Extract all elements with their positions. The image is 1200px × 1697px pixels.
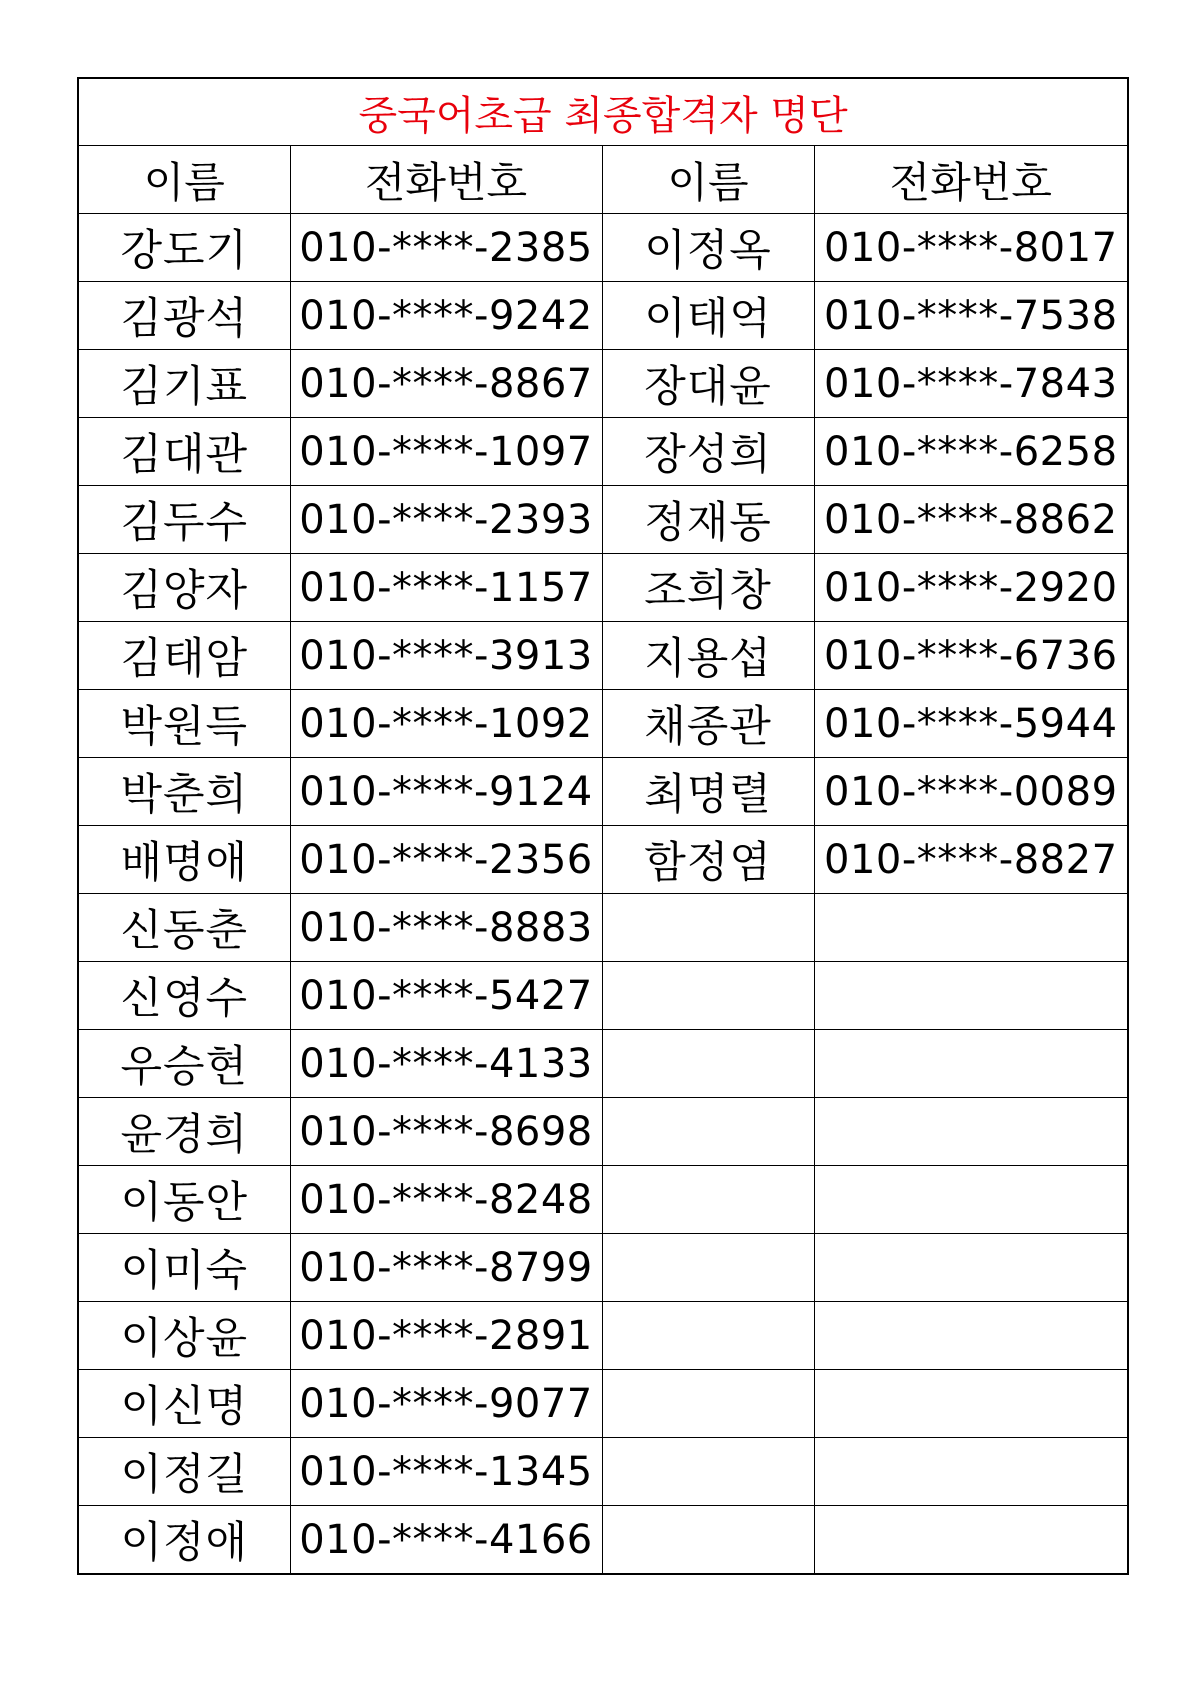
left-name-cell: 김양자 (78, 554, 290, 622)
left-name-cell: 신동춘 (78, 894, 290, 962)
header-row (78, 146, 1128, 214)
empty-cell (814, 1234, 1128, 1302)
table-row (78, 826, 1128, 894)
left-phone-cell: 010-****-2385 (290, 214, 602, 282)
table-row (78, 1098, 1128, 1166)
empty-cell (602, 1166, 814, 1234)
empty-cell (814, 1370, 1128, 1438)
table-row (78, 282, 1128, 350)
header-phone-left: 전화번호 (290, 146, 602, 214)
passer-list-table (77, 77, 1129, 1575)
empty-cell (814, 1438, 1128, 1506)
left-phone-cell: 010-****-8883 (290, 894, 602, 962)
table-row (78, 1370, 1128, 1438)
left-name-cell: 김광석 (78, 282, 290, 350)
right-name-cell: 지용섭 (602, 622, 814, 690)
left-phone-cell: 010-****-9242 (290, 282, 602, 350)
right-phone-cell: 010-****-5944 (814, 690, 1128, 758)
right-phone-cell: 010-****-8827 (814, 826, 1128, 894)
empty-cell (814, 1302, 1128, 1370)
left-phone-cell: 010-****-1345 (290, 1438, 602, 1506)
left-name-cell: 이정길 (78, 1438, 290, 1506)
left-phone-cell: 010-****-1092 (290, 690, 602, 758)
left-name-cell: 우승현 (78, 1030, 290, 1098)
right-name-cell: 이정옥 (602, 214, 814, 282)
empty-cell (602, 1438, 814, 1506)
right-phone-cell: 010-****-0089 (814, 758, 1128, 826)
right-name-cell: 조희창 (602, 554, 814, 622)
table-row (78, 1166, 1128, 1234)
title-row (78, 78, 1128, 146)
table-row (78, 1438, 1128, 1506)
left-name-cell: 김두수 (78, 486, 290, 554)
header-phone-right: 전화번호 (814, 146, 1128, 214)
empty-cell (814, 894, 1128, 962)
empty-cell (602, 962, 814, 1030)
table-row (78, 1234, 1128, 1302)
left-phone-cell: 010-****-2393 (290, 486, 602, 554)
left-phone-cell: 010-****-9077 (290, 1370, 602, 1438)
left-name-cell: 박원득 (78, 690, 290, 758)
left-name-cell: 이신명 (78, 1370, 290, 1438)
empty-cell (602, 1506, 814, 1575)
right-phone-cell: 010-****-8862 (814, 486, 1128, 554)
right-phone-cell: 010-****-6736 (814, 622, 1128, 690)
table-body (78, 78, 1128, 1574)
left-name-cell: 배명애 (78, 826, 290, 894)
left-phone-cell: 010-****-4166 (290, 1506, 602, 1575)
right-name-cell: 정재동 (602, 486, 814, 554)
table-row (78, 214, 1128, 282)
left-phone-cell: 010-****-9124 (290, 758, 602, 826)
empty-cell (814, 1098, 1128, 1166)
left-phone-cell: 010-****-2891 (290, 1302, 602, 1370)
header-name-right: 이름 (602, 146, 814, 214)
right-name-cell: 장대윤 (602, 350, 814, 418)
left-phone-cell: 010-****-8799 (290, 1234, 602, 1302)
right-phone-cell: 010-****-7843 (814, 350, 1128, 418)
left-name-cell: 이동안 (78, 1166, 290, 1234)
left-name-cell: 박춘희 (78, 758, 290, 826)
right-phone-cell: 010-****-7538 (814, 282, 1128, 350)
left-name-cell: 김기표 (78, 350, 290, 418)
empty-cell (602, 894, 814, 962)
table-row (78, 962, 1128, 1030)
empty-cell (814, 1030, 1128, 1098)
right-name-cell: 장성희 (602, 418, 814, 486)
empty-cell (602, 1302, 814, 1370)
left-name-cell: 이미숙 (78, 1234, 290, 1302)
right-name-cell: 최명렬 (602, 758, 814, 826)
left-phone-cell: 010-****-1157 (290, 554, 602, 622)
table-row (78, 1302, 1128, 1370)
left-phone-cell: 010-****-8867 (290, 350, 602, 418)
left-phone-cell: 010-****-8698 (290, 1098, 602, 1166)
table-row (78, 418, 1128, 486)
empty-cell (814, 962, 1128, 1030)
left-phone-cell: 010-****-5427 (290, 962, 602, 1030)
left-name-cell: 이정애 (78, 1506, 290, 1575)
empty-cell (602, 1030, 814, 1098)
left-name-cell: 김태암 (78, 622, 290, 690)
empty-cell (602, 1234, 814, 1302)
left-phone-cell: 010-****-2356 (290, 826, 602, 894)
table-row (78, 690, 1128, 758)
right-name-cell: 이태억 (602, 282, 814, 350)
right-phone-cell: 010-****-2920 (814, 554, 1128, 622)
right-phone-cell: 010-****-6258 (814, 418, 1128, 486)
table-row (78, 758, 1128, 826)
table-row (78, 622, 1128, 690)
empty-cell (814, 1166, 1128, 1234)
empty-cell (814, 1506, 1128, 1575)
document-title: 중국어초급 최종합격자 명단 (78, 78, 1128, 146)
left-phone-cell: 010-****-1097 (290, 418, 602, 486)
right-name-cell: 함정염 (602, 826, 814, 894)
left-phone-cell: 010-****-3913 (290, 622, 602, 690)
left-name-cell: 강도기 (78, 214, 290, 282)
left-name-cell: 윤경희 (78, 1098, 290, 1166)
table-row (78, 1506, 1128, 1575)
left-phone-cell: 010-****-8248 (290, 1166, 602, 1234)
empty-cell (602, 1098, 814, 1166)
right-phone-cell: 010-****-8017 (814, 214, 1128, 282)
header-name-left: 이름 (78, 146, 290, 214)
table-row (78, 894, 1128, 962)
table-row (78, 1030, 1128, 1098)
empty-cell (602, 1370, 814, 1438)
left-phone-cell: 010-****-4133 (290, 1030, 602, 1098)
right-name-cell: 채종관 (602, 690, 814, 758)
table-row (78, 350, 1128, 418)
left-name-cell: 신영수 (78, 962, 290, 1030)
table-row (78, 554, 1128, 622)
left-name-cell: 김대관 (78, 418, 290, 486)
table-row (78, 486, 1128, 554)
left-name-cell: 이상윤 (78, 1302, 290, 1370)
